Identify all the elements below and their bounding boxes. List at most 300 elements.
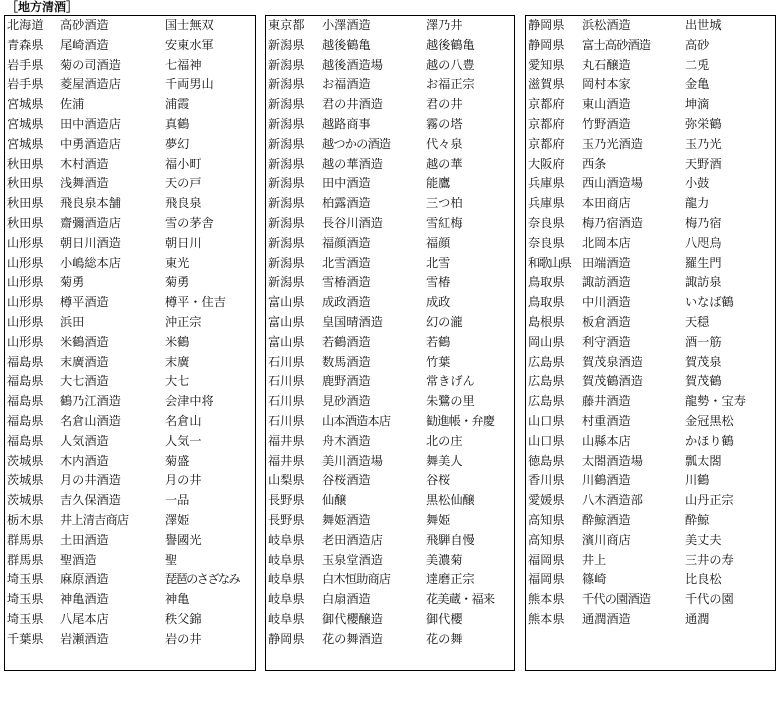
brewery-cell: 麻原酒造 (60, 572, 109, 587)
brewery-cell: 利守酒造 (582, 334, 631, 349)
brand-cell: 名倉山 (165, 413, 202, 428)
brewery-cell: 月の井酒造 (60, 473, 121, 488)
prefecture-cell: 秋田県 (7, 176, 44, 191)
brand-cell: 飛良泉 (165, 196, 202, 211)
prefecture-cell: 山口県 (528, 433, 565, 448)
list-row (5, 392, 255, 412)
list-row (5, 531, 255, 551)
brand-cell: 国士無双 (165, 18, 214, 32)
brand-cell: 天の戸 (165, 176, 202, 191)
list-row (5, 511, 255, 531)
brand-cell: 御代櫻 (426, 611, 463, 626)
brewery-cell: 木内酒造 (60, 453, 109, 468)
brewery-cell: 賀茂泉酒造 (582, 354, 643, 369)
prefecture-cell: 高知県 (528, 532, 565, 547)
list-row (266, 56, 514, 76)
brand-cell: 酒一筋 (685, 334, 722, 349)
prefecture-cell: 山形県 (7, 295, 44, 310)
brewery-cell: 越つかの酒造 (322, 136, 391, 151)
prefecture-cell: 茨城県 (7, 473, 44, 488)
prefecture-cell: 埼玉県 (7, 572, 44, 587)
list-row (5, 333, 255, 353)
brewery-cell: 川鶴酒造 (582, 473, 631, 488)
brand-cell: 花の舞 (426, 631, 463, 646)
brewery-cell: 長谷川酒造 (322, 215, 383, 230)
brand-cell: 千代の園 (685, 592, 734, 607)
brand-cell: 夢幻 (165, 136, 190, 151)
list-row (266, 590, 514, 610)
list-row (5, 75, 255, 95)
brewery-cell: 菊勇 (60, 275, 85, 290)
prefecture-cell: 新潟県 (268, 77, 305, 92)
prefecture-cell: 福島県 (7, 354, 44, 369)
list-row (5, 353, 255, 373)
brewery-cell: 人気酒造 (60, 433, 109, 448)
brewery-cell: 花の舞酒造 (322, 631, 383, 646)
prefecture-cell: 新潟県 (268, 196, 305, 211)
brewery-cell: 八木酒造部 (582, 493, 643, 508)
brand-cell: 幻の瀧 (426, 314, 463, 329)
brewery-cell: 樽平酒造 (60, 295, 109, 310)
brewery-cell: 皇国晴酒造 (322, 314, 383, 329)
brewery-cell: 舞姫酒造 (322, 512, 371, 527)
list-row (266, 214, 514, 234)
brewery-cell: 越路商事 (322, 116, 371, 131)
brand-cell: 金亀 (685, 77, 710, 92)
prefecture-cell: 青森県 (7, 37, 44, 52)
list-row (5, 194, 255, 214)
brand-cell: 浦霞 (165, 97, 190, 112)
brand-cell: 天野酒 (685, 156, 722, 171)
brewery-cell: 若鶴酒造 (322, 334, 371, 349)
prefecture-cell: 石川県 (268, 413, 305, 428)
brewery-cell: 中川酒造 (582, 295, 631, 310)
prefecture-cell: 宮城県 (7, 116, 44, 131)
brand-cell: 福顔 (426, 235, 451, 250)
brand-cell: 飛騨自慢 (426, 532, 475, 547)
brand-cell: 聖 (165, 552, 178, 567)
brand-cell: 達磨正宗 (426, 572, 475, 587)
prefecture-cell: 京都府 (528, 136, 565, 151)
prefecture-cell: 岐阜県 (268, 572, 305, 587)
brand-cell: 米鶴 (165, 334, 190, 349)
prefecture-cell: 東京都 (268, 18, 305, 32)
prefecture-cell: 埼玉県 (7, 611, 44, 626)
list-row (5, 551, 255, 571)
list-row (526, 372, 775, 392)
brand-cell: お福正宗 (426, 77, 475, 92)
prefecture-cell: 宮城県 (7, 136, 44, 151)
list-row (266, 630, 514, 650)
brewery-cell: 福顔酒造 (322, 235, 371, 250)
brand-cell: 瓢太閤 (685, 453, 722, 468)
brand-cell: 月の井 (165, 473, 202, 488)
brand-cell: 勧進帳・弁慶 (426, 413, 495, 428)
prefecture-cell: 福島県 (7, 413, 44, 428)
prefecture-cell: 奈良県 (528, 235, 565, 250)
list-row (5, 372, 255, 392)
sake-list-column-1 (4, 15, 256, 671)
prefecture-cell: 岩手県 (7, 77, 44, 92)
list-row (5, 590, 255, 610)
list-row (5, 234, 255, 254)
prefecture-cell: 新潟県 (268, 215, 305, 230)
prefecture-cell: 埼玉県 (7, 592, 44, 607)
list-row (5, 432, 255, 452)
list-row (526, 95, 775, 115)
list-row (526, 452, 775, 472)
brand-cell: 川鶴 (685, 473, 710, 488)
list-row (526, 333, 775, 353)
brand-cell: 雪椿 (426, 275, 451, 290)
list-row (266, 174, 514, 194)
brand-cell: 一品 (165, 493, 190, 508)
prefecture-cell: 鳥取県 (528, 295, 565, 310)
brand-cell: 真鶴 (165, 116, 190, 131)
brand-cell: いなば鶴 (685, 295, 734, 310)
list-row (526, 135, 775, 155)
brand-cell: かほり鶴 (685, 433, 734, 448)
brand-cell: 千両男山 (165, 77, 214, 92)
list-row (266, 432, 514, 452)
sake-list-column-2 (265, 15, 515, 671)
brand-cell: 玉乃光 (685, 136, 722, 151)
prefecture-cell: 千葉県 (7, 631, 44, 646)
brand-cell: 美濃菊 (426, 552, 463, 567)
prefecture-cell: 静岡県 (268, 631, 305, 646)
brand-cell: 越の八豊 (426, 57, 475, 72)
brewery-cell: 菱屋酒造店 (60, 77, 121, 92)
brewery-cell: 井上 (582, 552, 607, 567)
prefecture-cell: 富山県 (268, 295, 305, 310)
prefecture-cell: 新潟県 (268, 176, 305, 191)
brewery-cell: 美川酒造場 (322, 453, 383, 468)
brand-cell: 岩の井 (165, 631, 202, 646)
list-row (266, 372, 514, 392)
list-row (526, 471, 775, 491)
brand-cell: 大七 (165, 374, 190, 389)
brewery-cell: 賀茂鶴酒造 (582, 374, 643, 389)
brewery-cell: 老田酒造店 (322, 532, 383, 547)
brand-cell: 賀茂鶴 (685, 374, 722, 389)
prefecture-cell: 静岡県 (528, 37, 565, 52)
brand-cell: 越後鶴亀 (426, 37, 475, 52)
list-row (526, 392, 775, 412)
list-row (5, 254, 255, 274)
prefecture-cell: 奈良県 (528, 215, 565, 230)
brewery-cell: 雪椿酒造 (322, 275, 371, 290)
prefecture-cell: 京都府 (528, 97, 565, 112)
prefecture-cell: 福島県 (7, 394, 44, 409)
list-row (266, 293, 514, 313)
brand-cell: 二兎 (685, 57, 710, 72)
list-row (5, 491, 255, 511)
brand-cell: 越の華 (426, 156, 463, 171)
list-row (526, 75, 775, 95)
prefecture-cell: 新潟県 (268, 116, 305, 131)
prefecture-cell: 宮城県 (7, 97, 44, 112)
brand-cell: 小鼓 (685, 176, 710, 191)
brand-cell: 澤姫 (165, 512, 190, 527)
brand-cell: 比良松 (685, 572, 722, 587)
brewery-cell: 田端酒造 (582, 255, 631, 270)
list-row (5, 36, 255, 56)
prefecture-cell: 福岡県 (528, 572, 565, 587)
prefecture-cell: 山形県 (7, 255, 44, 270)
brewery-cell: 通潤酒造 (582, 611, 631, 626)
brand-cell: 雪の茅舎 (165, 215, 214, 230)
prefecture-cell: 鳥取県 (528, 275, 565, 290)
list-row (5, 452, 255, 472)
prefecture-cell: 新潟県 (268, 136, 305, 151)
list-row (526, 16, 775, 36)
list-row (5, 155, 255, 175)
prefecture-cell: 群馬県 (7, 532, 44, 547)
list-row (5, 214, 255, 234)
brewery-cell: 酔鯨酒造 (582, 512, 631, 527)
prefecture-cell: 秋田県 (7, 215, 44, 230)
prefecture-cell: 岡山県 (528, 334, 565, 349)
brand-cell: 澤乃井 (426, 18, 463, 32)
brewery-cell: 大七酒造 (60, 374, 109, 389)
prefecture-cell: 栃木県 (7, 512, 44, 527)
brand-cell: 常きげん (426, 374, 475, 389)
prefecture-cell: 大阪府 (528, 156, 565, 171)
prefecture-cell: 高知県 (528, 512, 565, 527)
list-row (5, 135, 255, 155)
brewery-cell: 浜田 (60, 314, 85, 329)
brewery-cell: 中勇酒造店 (60, 136, 121, 151)
list-row (5, 273, 255, 293)
brewery-cell: 吉久保酒造 (60, 493, 121, 508)
list-row (266, 273, 514, 293)
brand-cell: 東光 (165, 255, 190, 270)
list-row (526, 511, 775, 531)
brewery-cell: 鶴乃江酒造 (60, 394, 121, 409)
list-row (266, 353, 514, 373)
brand-cell: 七福神 (165, 57, 202, 72)
brewery-cell: お福酒造 (322, 77, 371, 92)
brewery-cell: 佐浦 (60, 97, 85, 112)
brewery-cell: 田中酒造 (322, 176, 371, 191)
brand-cell: 沖正宗 (165, 314, 202, 329)
brand-cell: 谷桜 (426, 473, 451, 488)
brewery-cell: 御代櫻醸造 (322, 611, 383, 626)
brewery-cell: 竹野酒造 (582, 116, 631, 131)
brewery-cell: 岩瀬酒造 (60, 631, 109, 646)
brewery-cell: 飛良泉本舗 (60, 196, 121, 211)
list-row (5, 174, 255, 194)
brand-cell: 三つ柏 (426, 196, 463, 211)
brewery-cell: 柏露酒造 (322, 196, 371, 211)
brewery-cell: 西山酒造場 (582, 176, 643, 191)
list-row (5, 412, 255, 432)
list-row (266, 234, 514, 254)
brand-cell: 福小町 (165, 156, 202, 171)
list-row (266, 16, 514, 36)
brand-cell: 雪紅梅 (426, 215, 463, 230)
brewery-cell: 谷桜酒造 (322, 473, 371, 488)
list-row (526, 531, 775, 551)
list-row (526, 610, 775, 630)
brewery-cell: 鹿野酒造 (322, 374, 371, 389)
brand-cell: 北雪 (426, 255, 451, 270)
brewery-cell: 神亀酒造 (60, 592, 109, 607)
list-row (526, 551, 775, 571)
list-row (5, 16, 255, 36)
brewery-cell: 玉乃光酒造 (582, 136, 643, 151)
list-row (266, 570, 514, 590)
brand-cell: 成政 (426, 295, 451, 310)
list-row (266, 75, 514, 95)
brewery-cell: 山縣本店 (582, 433, 631, 448)
brewery-cell: 山本酒造本店 (322, 413, 391, 428)
prefecture-cell: 新潟県 (268, 235, 305, 250)
list-row (266, 254, 514, 274)
list-row (526, 36, 775, 56)
brand-cell: 君の井 (426, 97, 463, 112)
list-row (526, 412, 775, 432)
brewery-cell: 八尾本店 (60, 611, 109, 626)
brewery-cell: 板倉酒造 (582, 314, 631, 329)
list-row (5, 56, 255, 76)
brewery-cell: 小嶋総本店 (60, 255, 121, 270)
brewery-cell: 米鶴酒造 (60, 334, 109, 349)
prefecture-cell: 新潟県 (268, 37, 305, 52)
prefecture-cell: 山形県 (7, 235, 44, 250)
list-row (526, 273, 775, 293)
list-row (526, 174, 775, 194)
brand-cell: 龍力 (685, 196, 710, 211)
list-row (266, 194, 514, 214)
prefecture-cell: 石川県 (268, 354, 305, 369)
brand-cell: 若鶴 (426, 334, 451, 349)
brewery-cell: 木村酒造 (60, 156, 109, 171)
prefecture-cell: 秋田県 (7, 196, 44, 211)
prefecture-cell: 山形県 (7, 275, 44, 290)
list-row (266, 491, 514, 511)
brewery-cell: 朝日川酒造 (60, 235, 121, 250)
brand-cell: 舞姫 (426, 512, 451, 527)
list-row (5, 95, 255, 115)
prefecture-cell: 新潟県 (268, 275, 305, 290)
brewery-cell: 千代の園酒造 (582, 592, 651, 607)
brewery-cell: 岡村本家 (582, 77, 631, 92)
prefecture-cell: 新潟県 (268, 255, 305, 270)
brewery-cell: 富士高砂酒造 (582, 37, 651, 52)
brewery-cell: 末廣酒造 (60, 354, 109, 369)
brewery-cell: 丸石醸造 (582, 57, 631, 72)
brand-cell: 黒松仙醸 (426, 493, 475, 508)
list-row (266, 471, 514, 491)
prefecture-cell: 京都府 (528, 116, 565, 131)
list-row (266, 135, 514, 155)
prefecture-cell: 新潟県 (268, 57, 305, 72)
brand-cell: 代々泉 (426, 136, 463, 151)
brand-cell: 通潤 (685, 611, 710, 626)
brewery-cell: 藤井酒造 (582, 394, 631, 409)
list-row (526, 214, 775, 234)
brand-cell: 舞美人 (426, 453, 463, 468)
brewery-cell: 土田酒造 (60, 532, 109, 547)
prefecture-cell: 熊本県 (528, 592, 565, 607)
list-row (266, 551, 514, 571)
brand-cell: 北の庄 (426, 433, 463, 448)
prefecture-cell: 香川県 (528, 473, 565, 488)
brewery-cell: 見砂酒造 (322, 394, 371, 409)
list-row (266, 333, 514, 353)
prefecture-cell: 岐阜県 (268, 611, 305, 626)
brand-cell: 美丈夫 (685, 532, 722, 547)
list-row (5, 630, 255, 650)
prefecture-cell: 石川県 (268, 374, 305, 389)
brewery-cell: 小澤酒造 (322, 18, 371, 32)
prefecture-cell: 福岡県 (528, 552, 565, 567)
prefecture-cell: 岐阜県 (268, 552, 305, 567)
brand-cell: 朝日川 (165, 235, 202, 250)
brewery-cell: 浜松酒造 (582, 18, 631, 32)
list-row (266, 610, 514, 630)
brand-cell: 賀茂泉 (685, 354, 722, 369)
brewery-cell: 白扇酒造 (322, 592, 371, 607)
prefecture-cell: 山形県 (7, 334, 44, 349)
brand-cell: 三井の寿 (685, 552, 734, 567)
prefecture-cell: 兵庫県 (528, 176, 565, 191)
prefecture-cell: 茨城県 (7, 493, 44, 508)
brewery-cell: 諏訪酒造 (582, 275, 631, 290)
brewery-cell: 名倉山酒造 (60, 413, 121, 428)
prefecture-cell: 福井県 (268, 433, 305, 448)
list-row (266, 531, 514, 551)
brewery-cell: 東山酒造 (582, 97, 631, 112)
prefecture-cell: 滋賀県 (528, 77, 565, 92)
brand-cell: 羅生門 (685, 255, 722, 270)
prefecture-cell: 愛媛県 (528, 493, 565, 508)
prefecture-cell: 山形県 (7, 314, 44, 329)
brand-cell: 樽平・住吉 (165, 295, 226, 310)
prefecture-cell: 新潟県 (268, 156, 305, 171)
brewery-cell: 北雪酒造 (322, 255, 371, 270)
brand-cell: 高砂 (685, 37, 710, 52)
prefecture-cell: 福島県 (7, 433, 44, 448)
prefecture-cell: 岩手県 (7, 57, 44, 72)
brand-cell: 末廣 (165, 354, 190, 369)
brand-cell: 霧の塔 (426, 116, 463, 131)
list-row (526, 115, 775, 135)
list-row (526, 155, 775, 175)
brewery-cell: 井上清吉商店 (60, 512, 129, 527)
brewery-cell: 越後鶴亀 (322, 37, 371, 52)
brewery-cell: 太閤酒造場 (582, 453, 643, 468)
list-row (266, 392, 514, 412)
brand-cell: 金冠黒松 (685, 413, 734, 428)
list-row (266, 452, 514, 472)
list-row (526, 353, 775, 373)
brand-cell: 龍勢・宝寿 (685, 394, 746, 409)
brand-cell: 花美蔵・福来 (426, 592, 495, 607)
brewery-cell: 濱川商店 (582, 532, 631, 547)
brand-cell: 能鷹 (426, 176, 451, 191)
brewery-cell: 西条 (582, 156, 607, 171)
prefecture-cell: 秋田県 (7, 156, 44, 171)
brewery-cell: 数馬酒造 (322, 354, 371, 369)
list-row (5, 115, 255, 135)
brewery-cell: 本田商店 (582, 196, 631, 211)
list-row (266, 412, 514, 432)
brand-cell: 弥栄鶴 (685, 116, 722, 131)
brewery-cell: 成政酒造 (322, 295, 371, 310)
brand-cell: 竹葉 (426, 354, 451, 369)
